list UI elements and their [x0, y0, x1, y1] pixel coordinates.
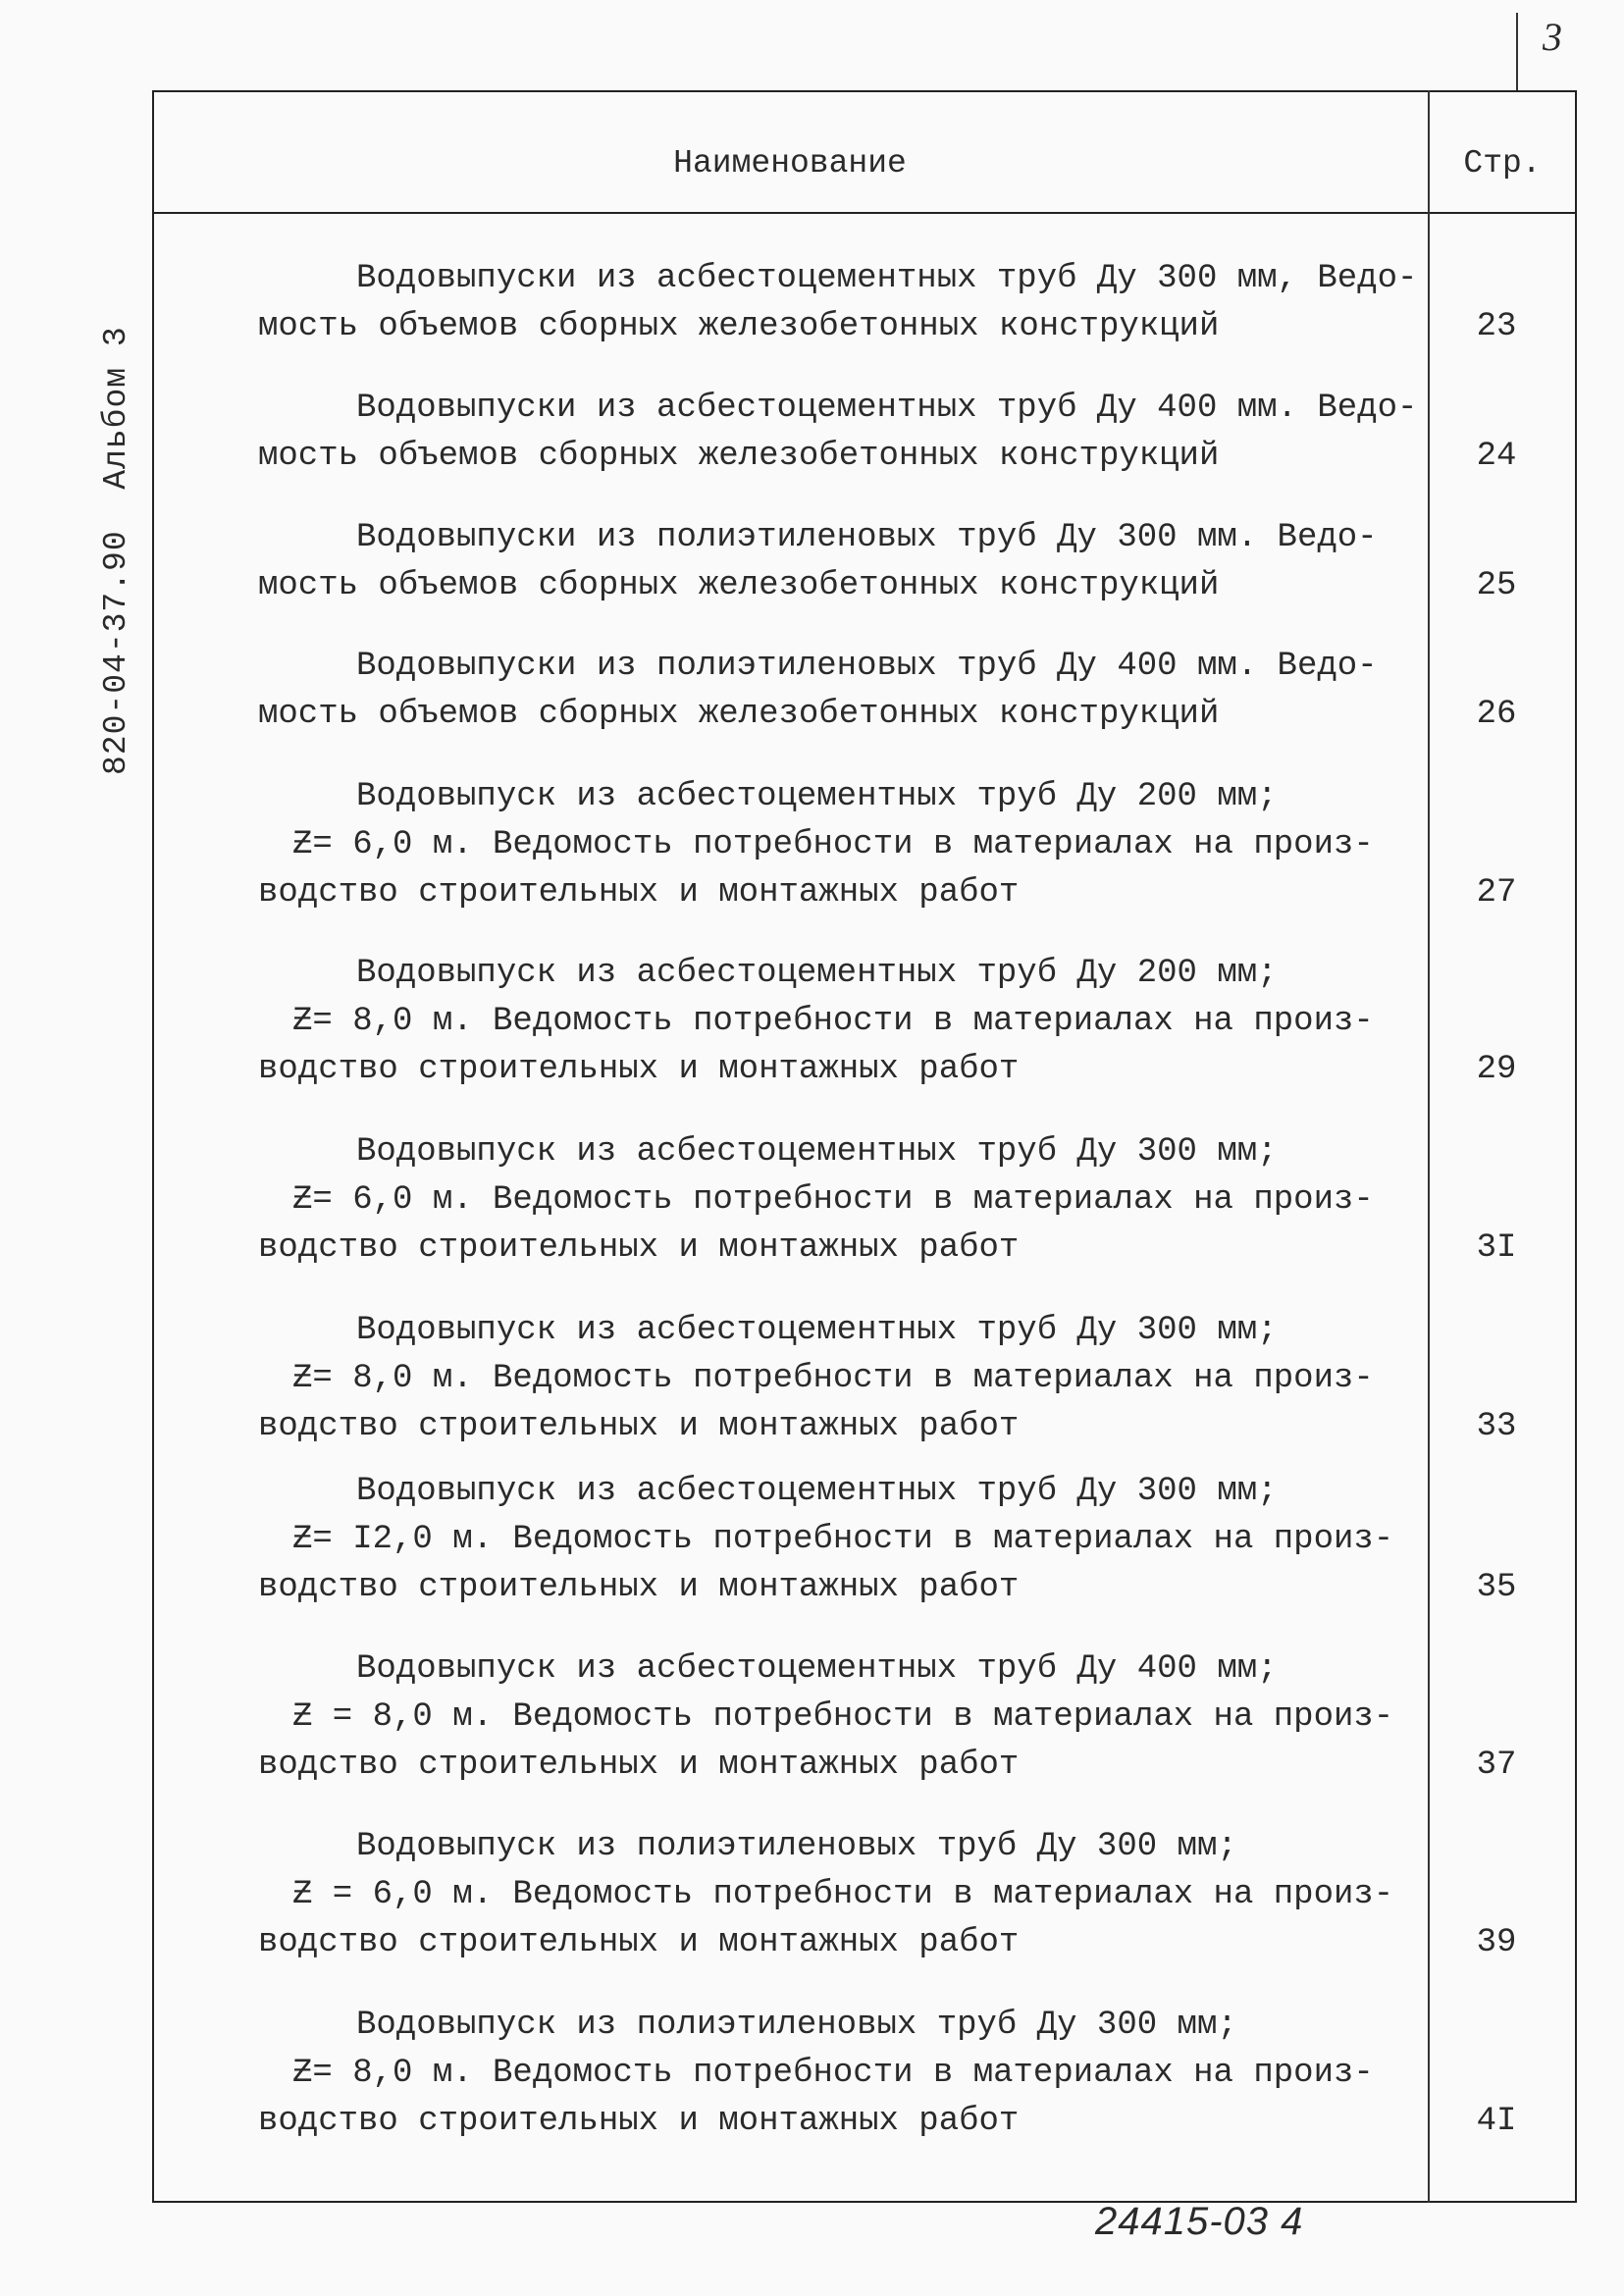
header-divider: [152, 212, 1577, 214]
contents-entry: [258, 1128, 1416, 1273]
column-divider: [1428, 90, 1430, 2203]
entry-title-line: Водовыпуск из асбестоцементных труб Ду 400 мм;: [356, 1650, 1278, 1688]
corner-tick-line: [1516, 13, 1518, 91]
contents-entry: [258, 514, 1416, 610]
entry-title-line: водство строительных и монтажных работ: [258, 1408, 1020, 1445]
entry-title-line: водство строительных и монтажных работ: [258, 1229, 1020, 1267]
header-page: Стр.: [1463, 145, 1542, 182]
entry-title-line: Водовыпуск из асбестоцементных труб Ду 200 мм;: [356, 955, 1278, 992]
entry-title-line: Водовыпуски из полиэтиленовых труб Ду 400 мм. Ведо-: [356, 648, 1378, 685]
entry-page-number: 39: [1476, 1924, 1517, 1961]
entry-title-line: мость объемов сборных железобетонных конструкций: [258, 567, 1220, 604]
entry-title-line: Водовыпуски из асбестоцементных труб Ду 300 мм, Ведо-: [356, 260, 1418, 297]
contents-entry: [258, 1468, 1416, 1612]
entry-page-number: 35: [1476, 1569, 1517, 1606]
entry-title-line: Водовыпуск из асбестоцементных труб Ду 300 мм;: [356, 1473, 1278, 1510]
entry-page-number: 29: [1476, 1051, 1517, 1088]
entry-title-line: Ƶ= 8,0 м. Ведомость потребности в материалах на произ-: [292, 2055, 1374, 2092]
entry-title-line: Водовыпуски из асбестоцементных труб Ду 400 мм. Ведо-: [356, 390, 1418, 427]
contents-entry: [258, 255, 1416, 351]
entry-title-line: Водовыпуск из асбестоцементных труб Ду 200 мм;: [356, 778, 1278, 815]
entry-title-line: Водовыпуск из полиэтиленовых труб Ду 300 мм;: [356, 1828, 1237, 1865]
contents-entry: [258, 1823, 1416, 1967]
entry-title-line: водство строительных и монтажных работ: [258, 874, 1020, 912]
entry-title-line: Ƶ= 8,0 м. Ведомость потребности в материалах на произ-: [292, 1003, 1374, 1040]
entry-title-line: Водовыпуск из асбестоцементных труб Ду 300 мм;: [356, 1133, 1278, 1171]
entry-title-line: водство строительных и монтажных работ: [258, 1051, 1020, 1088]
entry-page-number: 33: [1476, 1408, 1517, 1445]
contents-entry: [258, 2002, 1416, 2146]
footer-code: 24415-03 4: [1095, 2200, 1304, 2243]
entry-page-number: 24: [1476, 438, 1517, 475]
entry-title-line: мость объемов сборных железобетонных конструкций: [258, 308, 1220, 345]
contents-entry: [258, 950, 1416, 1094]
contents-entry: [258, 385, 1416, 481]
entry-page-number: 23: [1476, 308, 1517, 345]
entry-title-line: Ƶ= 6,0 м. Ведомость потребности в материалах на произ-: [292, 826, 1374, 863]
entry-title-line: Ƶ= 8,0 м. Ведомость потребности в материалах на произ-: [292, 1360, 1374, 1397]
contents-entry: [258, 1645, 1416, 1790]
entry-title-line: Водовыпуск из асбестоцементных труб Ду 300 мм;: [356, 1312, 1278, 1349]
entry-page-number: 4I: [1476, 2103, 1517, 2140]
header-name: Наименование: [673, 145, 907, 182]
contents-entry: [258, 1307, 1416, 1451]
entry-page-number: 37: [1476, 1747, 1517, 1784]
entry-title-line: водство строительных и монтажных работ: [258, 2103, 1020, 2140]
entry-page-number: 26: [1476, 696, 1517, 733]
entry-title-line: Ƶ = 8,0 м. Ведомость потребности в материалах на произ-: [292, 1698, 1394, 1736]
entry-title-line: Ƶ= I2,0 м. Ведомость потребности в материалах на произ-: [292, 1521, 1394, 1558]
entry-title-line: водство строительных и монтажных работ: [258, 1924, 1020, 1961]
entry-title-line: водство строительных и монтажных работ: [258, 1569, 1020, 1606]
entry-title-line: Ƶ= 6,0 м. Ведомость потребности в материалах на произ-: [292, 1181, 1374, 1219]
entry-page-number: 27: [1476, 874, 1517, 912]
contents-entry: [258, 643, 1416, 739]
entry-title-line: Водовыпуски из полиэтиленовых труб Ду 300 мм. Ведо-: [356, 519, 1378, 556]
entry-title-line: водство строительных и монтажных работ: [258, 1747, 1020, 1784]
entry-page-number: 25: [1476, 567, 1517, 604]
entry-title-line: мость объемов сборных железобетонных конструкций: [258, 438, 1220, 475]
entry-page-number: 3I: [1476, 1229, 1517, 1267]
entry-title-line: Водовыпуск из полиэтиленовых труб Ду 300 мм;: [356, 2007, 1237, 2044]
sheet-number: 3: [1543, 15, 1562, 59]
entry-title-line: Ƶ = 6,0 м. Ведомость потребности в материалах на произ-: [292, 1876, 1394, 1913]
side-label: 820-04-37.90 Альбом 3: [98, 326, 134, 775]
entry-title-line: мость объемов сборных железобетонных конструкций: [258, 696, 1220, 733]
contents-entry: [258, 773, 1416, 917]
